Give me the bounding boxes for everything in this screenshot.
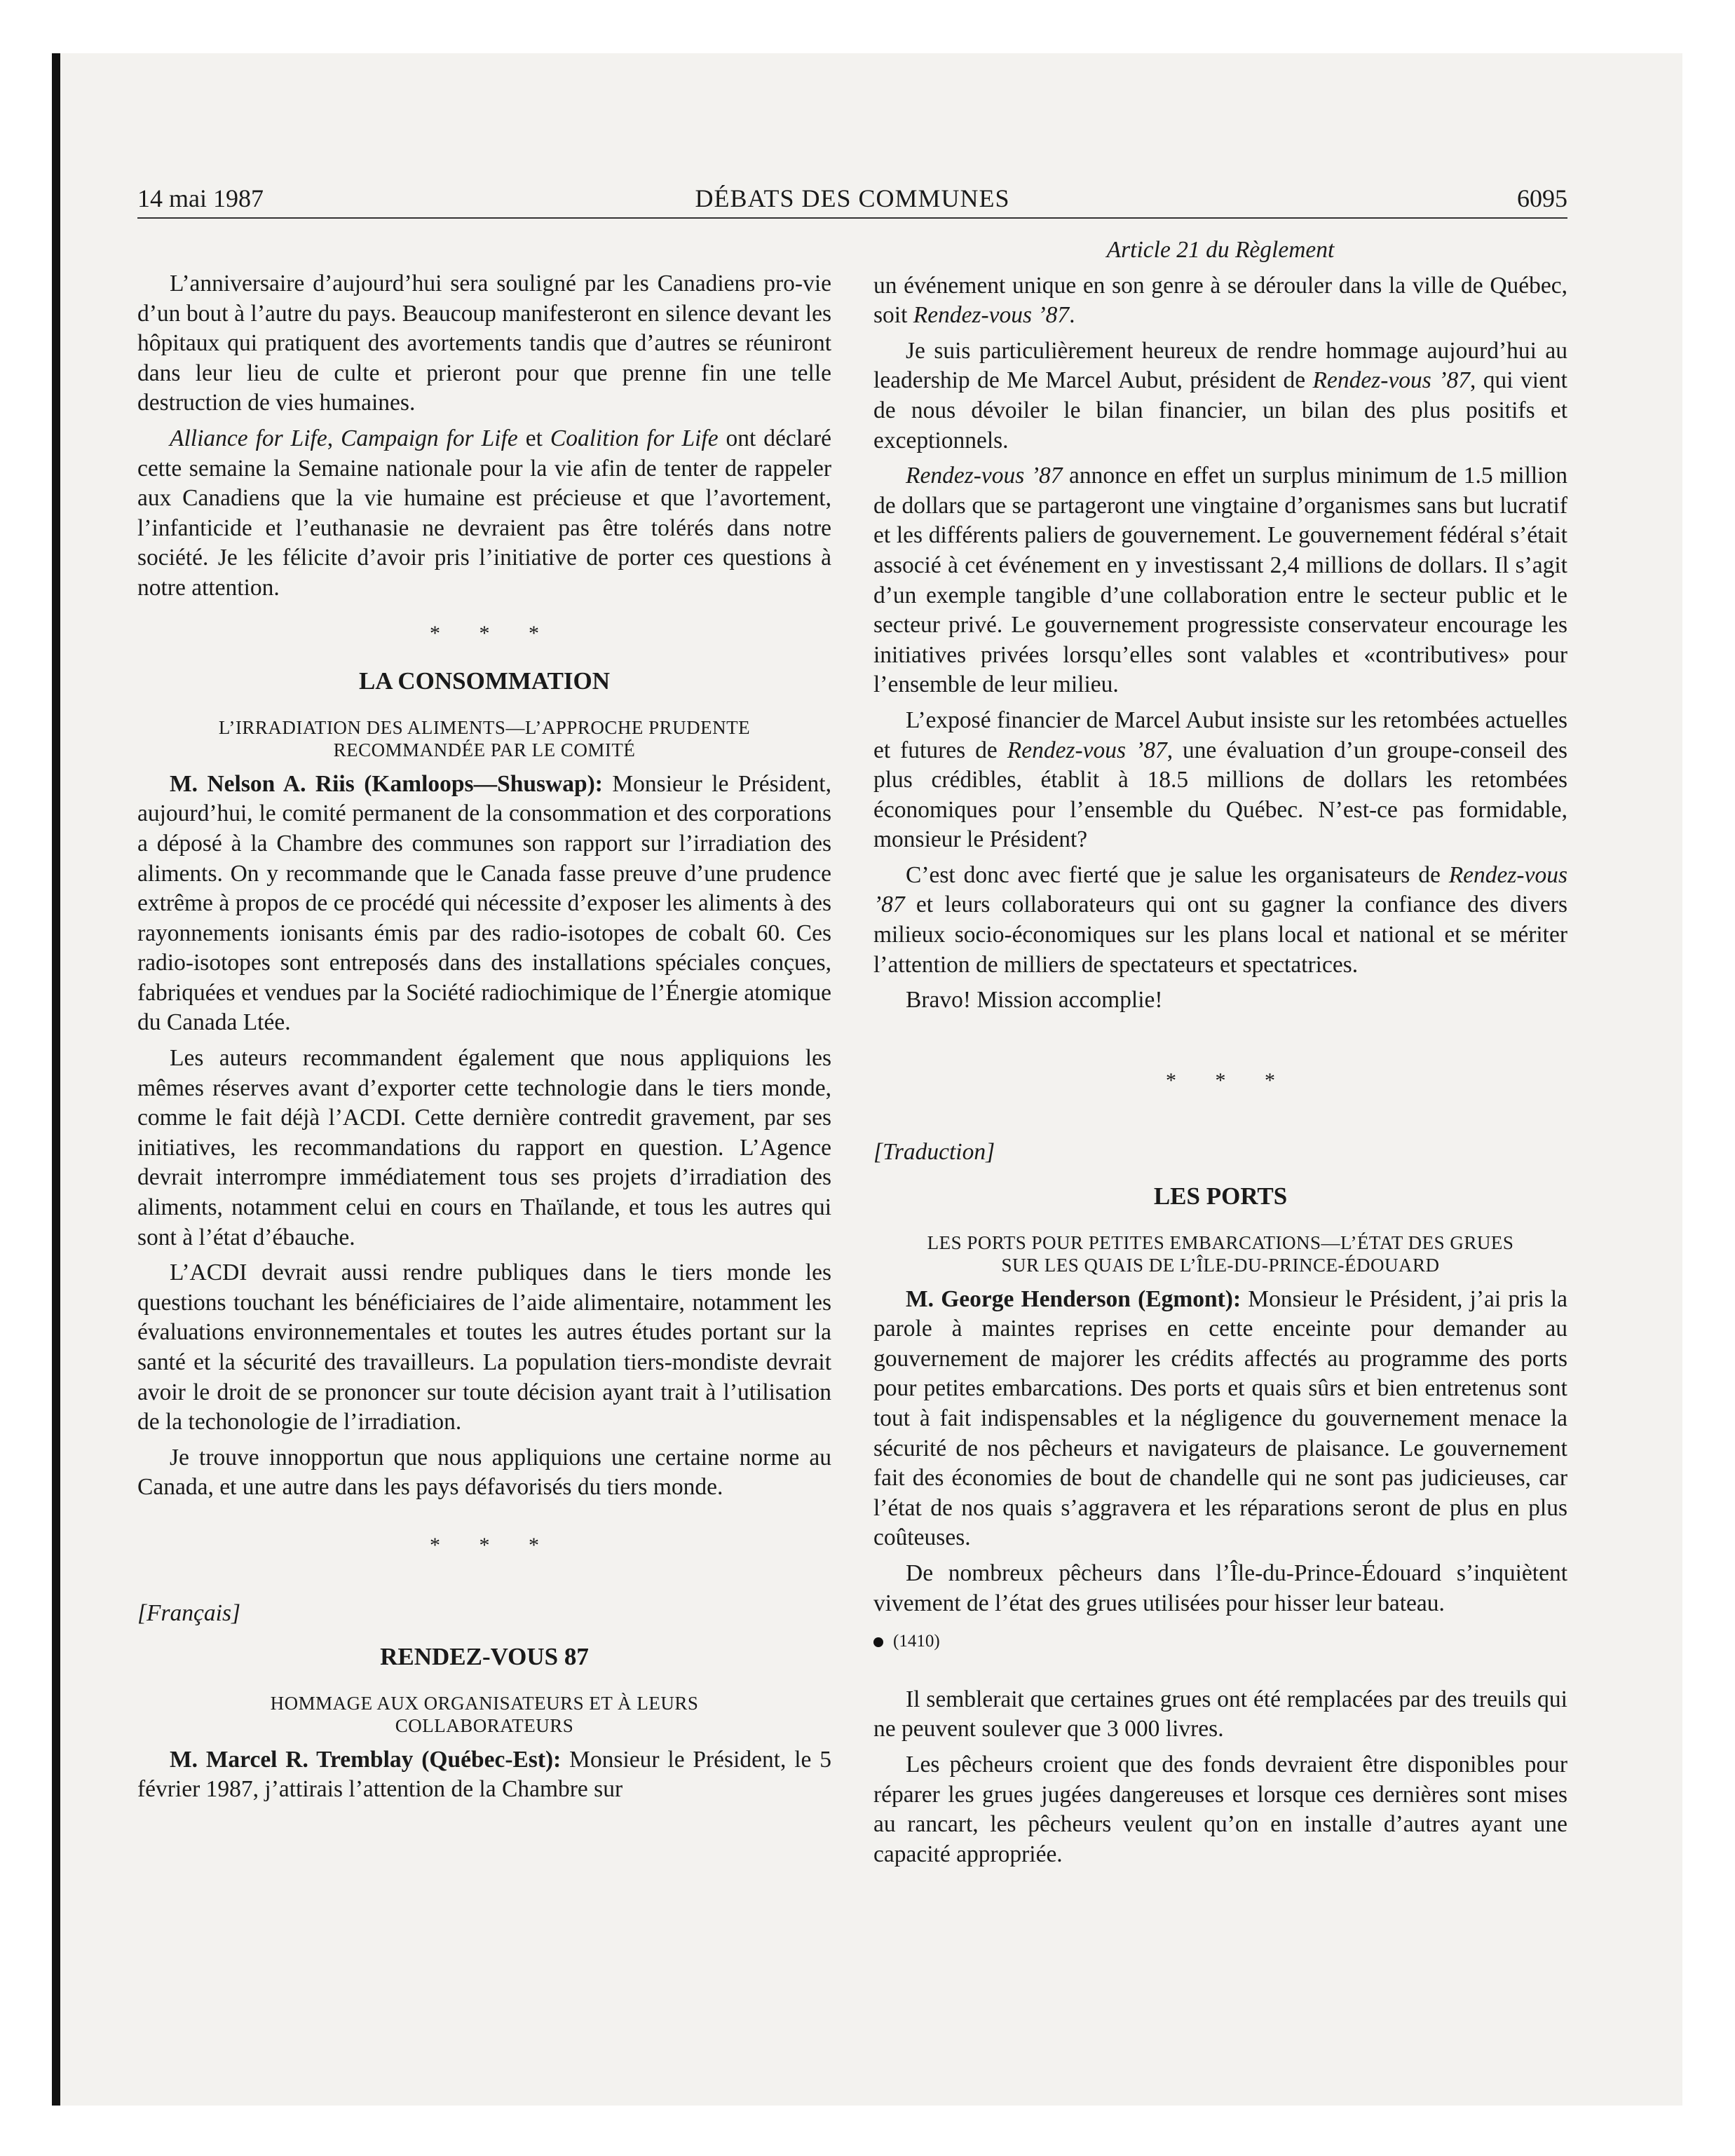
right-column <box>873 236 1567 1875</box>
column-top-spacer <box>137 236 831 269</box>
paragraph <box>873 861 1567 980</box>
header-title: DÉBATS DES COMMUNES <box>695 184 1010 212</box>
paragraph <box>137 770 831 1038</box>
header-date: 14 mai 1987 <box>137 184 264 212</box>
event-name: Rendez-vous ’87 <box>913 302 1070 329</box>
paragraph <box>137 424 831 603</box>
text-run: Je suis particulièrement heureux de rendre hommage aujourd’hui au leadership de Me Marcel Aubut, président de <box>873 337 1567 394</box>
text-run: ont déclaré cette semaine la Semaine nationale pour la vie afin de tenter de rappeler aux Canadiens que la vie humaine est précieuse et que l’avortement, l’infanticide et l’euthanasie ne devraient pas être tolérés dans notre société. Je les félicite d’avoir pris l’initiative de porter ces questions à notre attention. <box>137 425 831 601</box>
paragraph: Il semblerait que certaines grues ont été remplacées par des treuils qui ne peuvent soulever que 3 000 livres. <box>873 1686 1567 1742</box>
text-run: , une évaluation d’un groupe-conseil des plus crédibles, établit à 18.5 millions de dollars les retombées économiques pour l’ensemble du Québec. N’est-ce pas formidable, monsieur le Président? <box>873 737 1567 853</box>
paragraph <box>873 1285 1567 1553</box>
section-separator: * * * <box>430 1533 556 1557</box>
paragraph: Les pêcheurs croient que des fonds devraient être disponibles pour réparer les grues jugées dangereuses et lorsque ces dernières sont mises au rancart, les pêcheurs veulent qu’on en installe d’autres ayant une capacité appropriée. <box>873 1751 1567 1867</box>
time-stamp: (1410) <box>893 1632 940 1651</box>
text-run: , qui vient de nous dévoiler le bilan financier, un bilan des plus positifs et exceptionnels. <box>873 367 1567 453</box>
section-title: LES PORTS <box>1153 1182 1288 1210</box>
text-run: Monsieur le Président, aujourd’hui, le comité permanent de la consommation et des corporations a déposé à la Chambre des communes son rapport sur l’irradiation des aliments. On y recommande que le Canada fasse preuve d’une prudence extrême à propos de ce procédé qui nécessite d’exposer les aliments à des rayonnements ionisants émis par des radio-isotopes de cobalt 60. Ces radio-isotopes sont entreposés dans des installations spéciales conçues, fabriquées et vendues par la Société radiochimique de l’Énergie atomique du Canada Ltée. <box>137 770 831 1036</box>
speaker-name: M. Marcel R. Tremblay (Québec-Est): <box>170 1746 562 1773</box>
language-note: [Français] <box>137 1599 241 1626</box>
bullet-dot-icon <box>873 1637 883 1647</box>
section-subtitle: LES PORTS POUR PETITES EMBARCATIONS—L’ÉTAT DES GRUES SUR LES QUAIS DE L’ÎLE-DU-PRINCE-ÉDOUARD <box>927 1231 1514 1276</box>
speaker-name: M. Nelson A. Riis (Kamloops—Shuswap): <box>170 770 603 797</box>
paragraph: Bravo! Mission accomplie! <box>906 987 1163 1014</box>
paragraph: Les auteurs recommandent également que nous appliquions les mêmes réserves avant d’exporter cette technologie dans le tiers monde, comme le fait déjà l’ACDI. Cette dernière contredit gravement, par ses initiatives, les recommandations du rapport en question. L’Agence devrait interrompre immédiatement tous ses projets d’irradiation des aliments, notamment celui en cours en Thaïlande, et tous les autres qui sont à l’état d’ébauche. <box>137 1045 831 1250</box>
paragraph: De nombreux pêcheurs dans l’Île-du-Prince-Édouard s’inquiètent vivement de l’état des grues utilisées pour hisser leur bateau. <box>873 1560 1567 1616</box>
organization-name: Campaign for Life <box>341 425 518 451</box>
paragraph <box>873 336 1567 456</box>
page-header <box>137 181 1567 219</box>
text-run: et leurs collaborateurs qui ont su gagner la confiance des divers milieux socio-économiques sur les plans local et national et se mériter l’attention de milliers de spectateurs et spectatrices. <box>873 892 1567 978</box>
time-marker <box>873 1627 1567 1657</box>
event-name: Rendez-vous ’87 <box>906 463 1063 489</box>
scan-edge-bar <box>52 53 60 2106</box>
paragraph: L’ACDI devrait aussi rendre publiques dans le tiers monde les questions touchant les bénéficiaires de l’aide alimentaire, notamment les évaluations environnementales et toutes les autres études portant sur la santé et la sécurité des travailleurs. La population tiers-mondiste devrait avoir le droit de se prononcer sur toute décision ayant trait à l’utilisation de la techonologie de l’irradiation. <box>137 1260 831 1435</box>
event-name: Rendez-vous ’87 <box>1007 737 1167 763</box>
section-separator: * * * <box>430 621 556 645</box>
section-subtitle: HOMMAGE AUX ORGANISATEURS ET À LEURS COLLABORATEURS <box>270 1692 699 1736</box>
section-title: RENDEZ-VOUS 87 <box>380 1643 589 1671</box>
text-run: L’exposé financier de Marcel Aubut insiste sur les retombées actuelles et futures de <box>873 707 1567 763</box>
left-column <box>137 236 831 1810</box>
language-note: [Traduction] <box>873 1139 995 1166</box>
text-run: un événement unique en son genre à se dérouler dans la ville de Québec, soit <box>873 272 1567 329</box>
paragraph <box>137 1745 831 1805</box>
running-head: Article 21 du Règlement <box>1106 237 1335 263</box>
paragraph: L’anniversaire d’aujourd’hui sera souligné par les Canadiens pro-vie d’un bout à l’autre du pays. Beaucoup manifesteront en silence devant les hôpitaux qui pratiquent des avortements tandis que d’autres se réuniront dans leur lieu de culte et prieront pour que prenne fin une telle destruction de vies humaines. <box>137 271 831 416</box>
section-separator: * * * <box>1166 1068 1292 1092</box>
text-run: . <box>1069 302 1075 329</box>
paragraph <box>873 271 1567 331</box>
paragraph: Je trouve innopportun que nous appliquions une certaine norme au Canada, et une autre dans les pays défavorisés du tiers monde. <box>137 1444 831 1501</box>
speaker-name: M. George Henderson (Egmont): <box>906 1285 1241 1312</box>
text-run: et <box>517 425 550 451</box>
section-title: LA CONSOMMATION <box>358 667 611 695</box>
paragraph <box>873 706 1567 855</box>
event-name: Rendez-vous ’87 <box>1312 367 1470 394</box>
header-page-number: 6095 <box>1517 184 1567 212</box>
organization-name: Alliance for Life <box>170 425 327 451</box>
event-name: Rendez-vous ’87 <box>873 861 1567 918</box>
section-subtitle: L’IRRADIATION DES ALIMENTS—L’APPROCHE PRUDENTE RECOMMANDÉE PAR LE COMITÉ <box>218 716 751 760</box>
text-run: C’est donc avec fierté que je salue les organisateurs de <box>906 861 1449 888</box>
text-run: Monsieur le Président, le 5 février 1987, j’attirais l’attention de la Chambre sur <box>137 1746 832 1803</box>
text-run: , <box>327 425 341 451</box>
text-run: Monsieur le Président, j’ai pris la parole à maintes reprises en cette enceinte pour demander au gouvernement de majorer les crédits affectés au programme des ports pour petites embarcations. Des ports et quais sûrs et bien entretenus sont tout à fait indispensables et la négligence du gouvernement menace la sécurité de nos pêcheurs et navigateurs de plaisance. Le gouvernement fait des économies de bout de chandelle qui ne sont pas judicieuses, car l’état de nos quais s’aggravera et les réparations seront de plus en plus coûteuses. <box>873 1285 1567 1551</box>
organization-name: Coalition for Life <box>550 425 719 451</box>
text-run: annonce en effet un surplus minimum de 1.5 million de dollars que se partageront une vingtaine d’organismes sans but lucratif et les différents paliers de gouvernement. Le gouvernement fédéral s’était associé à cet événement en y investissant 2,4 millions de dollars. Il s’agit d’un exemple tangible d’une collaboration entre le secteur public et le secteur privé. Le gouvernement progressiste conservateur encourage les initiatives privées lorsqu’elles sont valables et «contributives» pour l’ensemble de leur milieu. <box>873 463 1567 698</box>
paragraph <box>873 461 1567 700</box>
